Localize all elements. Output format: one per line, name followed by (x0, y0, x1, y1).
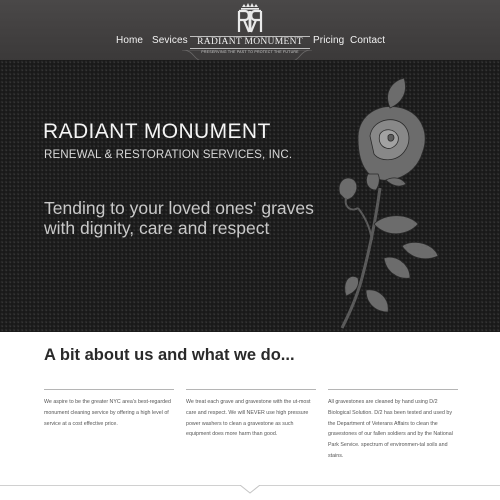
nav-services-link[interactable]: Sevices (152, 35, 188, 46)
nav-home-link[interactable]: Home (116, 35, 144, 46)
hero-tagline: Tending to your loved ones' graves with dignity, care and respect (44, 198, 314, 238)
logo-wordmark: RADIANT MONUMENT (190, 36, 310, 49)
rose-icon (318, 78, 468, 330)
chevron-down-icon (240, 485, 260, 495)
about-heading: A bit about us and what we do... (44, 346, 295, 364)
hero-banner (0, 60, 500, 332)
hero-title: RADIANT MONUMENT (43, 120, 271, 143)
nav-pricing-link[interactable]: Pricing (313, 35, 345, 46)
nav-contact-link[interactable]: Contact (350, 35, 386, 46)
rm-monogram-icon (234, 2, 266, 34)
about-column-3: All gravestones are cleaned by hand using D/2 Biological Solution. D/2 has been tested and used by the Department of Veterans Affairs to clean the gravestones of our fallen soldiers and by the National Park Service. spectrum of environmen-tal soils and stains. (328, 389, 458, 462)
about-column-2: We treat each grave and gravestone with the ut-most care and respect. We will NEVER use high pressure power washers to clean a gravestone as such equipment does more harm than good. (186, 389, 316, 440)
about-column-1: We aspire to be the greater NYC area's best-regarded monument cleaning service by offering a high level of service at a cost effective price. (44, 389, 174, 429)
site-logo[interactable] (190, 2, 310, 58)
logo-tagline: PRESERVING THE PAST TO PROTECT THE FUTURE (201, 50, 299, 54)
hero-subtitle: RENEWAL & RESTORATION SERVICES, INC. (44, 148, 293, 161)
